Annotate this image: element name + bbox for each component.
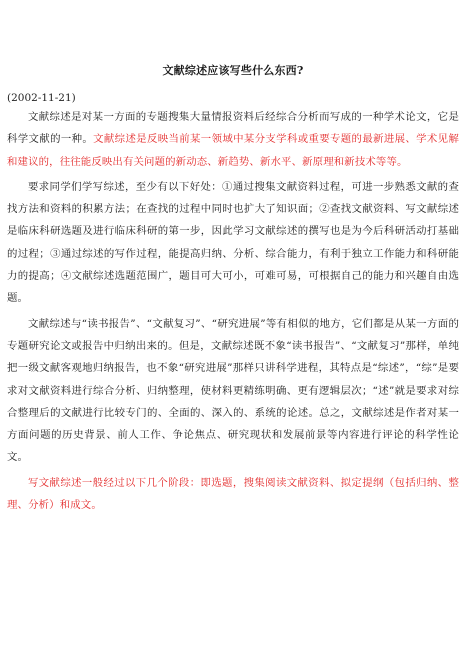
paragraph-definition-text: 文献综述是对某一方面的专题搜集大量情报资料后经综合分析而写成的一种学术论文，它是科学文献的一种。: [7, 111, 459, 146]
paragraph-definition-highlight: 文献综述是反映当前某一领域中某分支学科或重要专题的最新进展、学术见解和建议的，往往能反映出有关问题的新动态、新趋势、新水平、新原理和新技术等等。: [7, 133, 459, 168]
paragraph-definition: [7, 106, 459, 173]
document-title: 文献综述应该写些什么东西?: [162, 64, 304, 77]
paragraph-stages: 写文献综述一般经过以下几个阶段：即选题，搜集阅读文献资料、拟定提纲（包括归纳、整理、分析）和成文。: [7, 476, 459, 512]
paragraph-comparison: 文献综述与“读书报告”、“文献复习”、“研究进展”等有相似的地方，它们都是从某一方面的专题研究论文或报告中归纳出来的。但是，文献综述既不象“读书报告”、“文献复习”那样，单纯把一级文献客观地归纳报告，也不象“研究进展”那样只讲科学进程，其特点是“综述”，“综”是要求对文献资料进行综合分析、归纳整理，使材料更精练明确、更有逻辑层次；“述”就是要求对综合整理后的文献进行比较专门的、全面的、深入的、系统的论述。总之，文献综述是作者对某一方面问题的历史背景、前人工作、争论焦点、研究现状和发展前景等内容进行评论的科学性论文。: [7, 317, 459, 464]
document-date: (2002-11-21): [7, 92, 76, 104]
paragraph-benefits: 要求同学们学写综述，至少有以下好处：①通过搜集文献资料过程，可进一步熟悉文献的查找方法和资料的积累方法；在查找的过程中同时也扩大了知识面；②查找文献资料、写文献综述是临床科研选题及进行临床科研的第一步，因此学习文献综述的撰写也是为今后科研活动打基础的过程；③通过综述的写作过程，能提高归纳、分析、综合能力，有利于独立工作能力和科研能力的提高；④文献综述选题范围广，题目可大可小，可难可易，可根据自己的能力和兴趣自由选题。: [7, 180, 459, 305]
